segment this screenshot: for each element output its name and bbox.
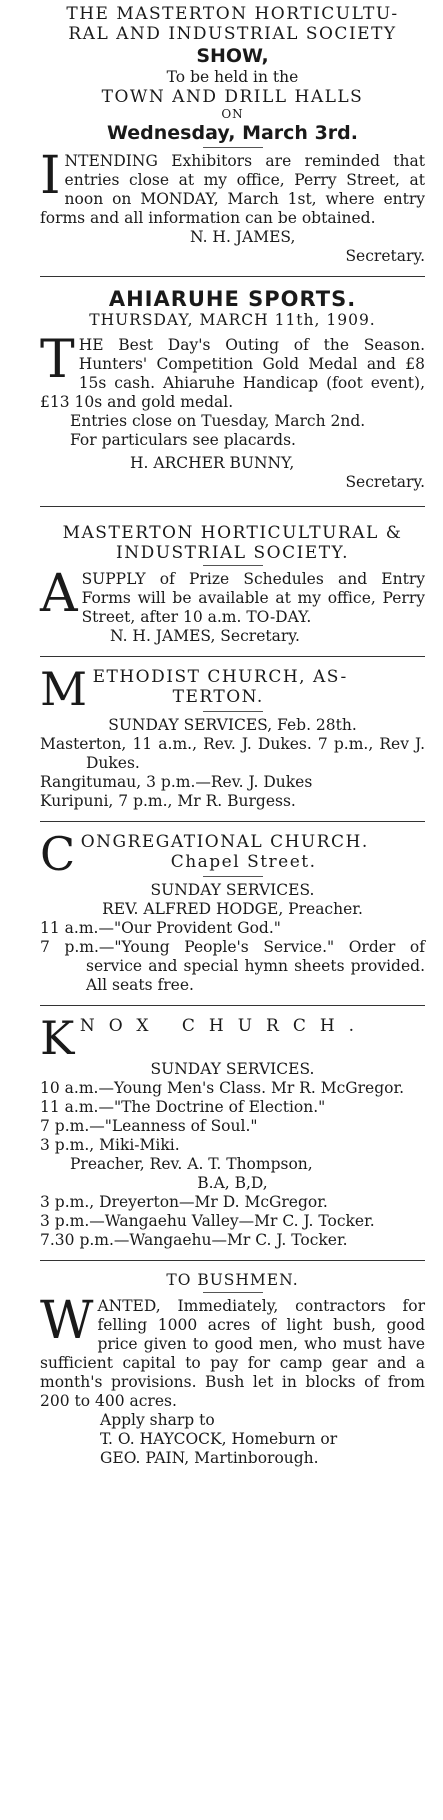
show-date: Wednesday, March 3rd. xyxy=(107,122,358,144)
notice-bushmen xyxy=(40,1271,425,1468)
divider xyxy=(40,821,425,822)
methodist-line1: Masterton, 11 a.m., Rev. J. Dukes. 7 p.m., Rev J. Dukes. xyxy=(40,735,425,772)
bushmen-body: WANTED, Immediately, contractors for felling 1000 acres of light bush, good price given to good men, who must have sufficient capital to pay for camp gear and a month's provisions. Bush let in blocks of from 200 to 400 acres. xyxy=(40,1291,425,1410)
knox-line6: B.A, B,D, xyxy=(197,1174,268,1192)
show-on: ON xyxy=(221,107,244,121)
congregational-heading: SUNDAY SERVICES. xyxy=(150,881,315,899)
knox-title: KNOX CHURCH. xyxy=(40,1011,369,1065)
ahiaruhe-role: Secretary. xyxy=(345,473,425,491)
show-venue: TOWN AND DRILL HALLS xyxy=(101,87,364,107)
ahiaruhe-particulars: For particulars see placards. xyxy=(70,431,296,449)
bushmen-title: TO BUSHMEN. xyxy=(166,1271,299,1289)
ahiaruhe-title: AHIARUHE SPORTS. xyxy=(108,287,357,311)
knox-line8: 3 p.m.—Wangaehu Valley—Mr C. J. Tocker. xyxy=(40,1212,375,1230)
methodist-title: METHODIST CHURCH, AS- TERTON. xyxy=(40,662,348,716)
knox-line3: 7 p.m.—"Leanness of Soul." xyxy=(40,1117,258,1135)
notice-congregational xyxy=(40,827,425,995)
notice-society xyxy=(40,523,425,646)
divider xyxy=(40,1005,425,1006)
drop-cap: T xyxy=(40,330,75,390)
short-divider xyxy=(203,711,263,712)
society-title-line1: MASTERTON HORTICULTURAL & xyxy=(62,523,403,543)
society-body: ASUPPLY of Prize Schedules and Entry Forms will be available at my office, Perry Street, after 10 a.m. TO-DAY. xyxy=(40,564,425,626)
knox-line9: 7.30 p.m.—Wangaehu—Mr C. J. Tocker. xyxy=(40,1231,348,1249)
show-subline: To be held in the xyxy=(166,68,299,86)
congregational-line2: 7 p.m.—"Young People's Service." Order of service and special hymn sheets provided. All seats free. xyxy=(40,938,425,994)
society-signer: N. H. JAMES, Secretary. xyxy=(110,627,300,645)
ahiaruhe-signer: H. ARCHER BUNNY, xyxy=(130,454,295,472)
knox-line4: 3 p.m., Miki-Miki. xyxy=(40,1136,180,1154)
drop-cap: A xyxy=(40,564,78,624)
congregational-line1: 11 a.m.—"Our Provident God." xyxy=(40,919,281,937)
drop-cap: I xyxy=(40,146,61,206)
congregational-title: CONGREGATIONAL CHURCH. Chapel Street. xyxy=(40,827,369,881)
short-divider xyxy=(203,876,263,877)
knox-line7: 3 p.m., Dreyerton—Mr D. McGregor. xyxy=(40,1193,328,1211)
ahiaruhe-date: THURSDAY, MARCH 11th, 1909. xyxy=(89,311,376,329)
divider xyxy=(40,1260,425,1261)
divider xyxy=(40,656,425,657)
show-body: INTENDING Exhibitors are reminded that entries close at my office, Perry Street, at noon on MONDAY, March 1st, where entry forms and all information can be obtained. xyxy=(40,146,425,227)
short-divider xyxy=(203,147,263,148)
divider xyxy=(40,276,425,277)
notice-methodist xyxy=(40,662,425,811)
methodist-line3: Kuripuni, 7 p.m., Mr R. Burgess. xyxy=(40,792,296,810)
ahiaruhe-body: THE Best Day's Outing of the Season. Hunters' Competition Gold Medal and £8 15s cash. Ahiaruhe Handicap (foot event), £13 10s and gold medal. xyxy=(40,330,425,411)
show-signer: N. H. JAMES, xyxy=(190,228,296,246)
knox-line2: 11 a.m.—"The Doctrine of Election." xyxy=(40,1098,326,1116)
knox-line1: 10 a.m.—Young Men's Class. Mr R. McGregor. xyxy=(40,1079,405,1097)
notice-ahiaruhe xyxy=(40,287,425,492)
short-divider xyxy=(203,565,263,566)
notice-show xyxy=(40,4,425,266)
drop-cap: K xyxy=(40,1011,76,1065)
short-divider xyxy=(203,1292,263,1293)
show-heading: SHOW, xyxy=(196,45,269,67)
bushmen-contact1: T. O. HAYCOCK, Homeburn or xyxy=(100,1430,338,1448)
drop-cap: M xyxy=(40,662,89,716)
show-title-line1: THE MASTERTON HORTICULTU- xyxy=(66,4,399,24)
bushmen-apply: Apply sharp to xyxy=(100,1411,215,1429)
notice-knox xyxy=(40,1011,425,1250)
drop-cap: W xyxy=(40,1291,94,1351)
knox-line5: Preacher, Rev. A. T. Thompson, xyxy=(70,1155,313,1173)
divider xyxy=(40,506,425,507)
congregational-preacher: REV. ALFRED HODGE, Preacher. xyxy=(102,900,363,918)
drop-cap: C xyxy=(40,827,77,881)
show-title-line2: RAL AND INDUSTRIAL SOCIETY xyxy=(68,24,397,44)
ahiaruhe-entries: Entries close on Tuesday, March 2nd. xyxy=(70,412,366,430)
bushmen-contact2: GEO. PAIN, Martinborough. xyxy=(100,1449,319,1467)
society-title-line2: INDUSTRIAL SOCIETY. xyxy=(115,543,349,563)
methodist-heading: SUNDAY SERVICES, Feb. 28th. xyxy=(108,716,357,734)
show-role: Secretary. xyxy=(345,247,425,265)
knox-heading: SUNDAY SERVICES. xyxy=(150,1060,315,1078)
methodist-line2: Rangitumau, 3 p.m.—Rev. J. Dukes xyxy=(40,773,313,791)
